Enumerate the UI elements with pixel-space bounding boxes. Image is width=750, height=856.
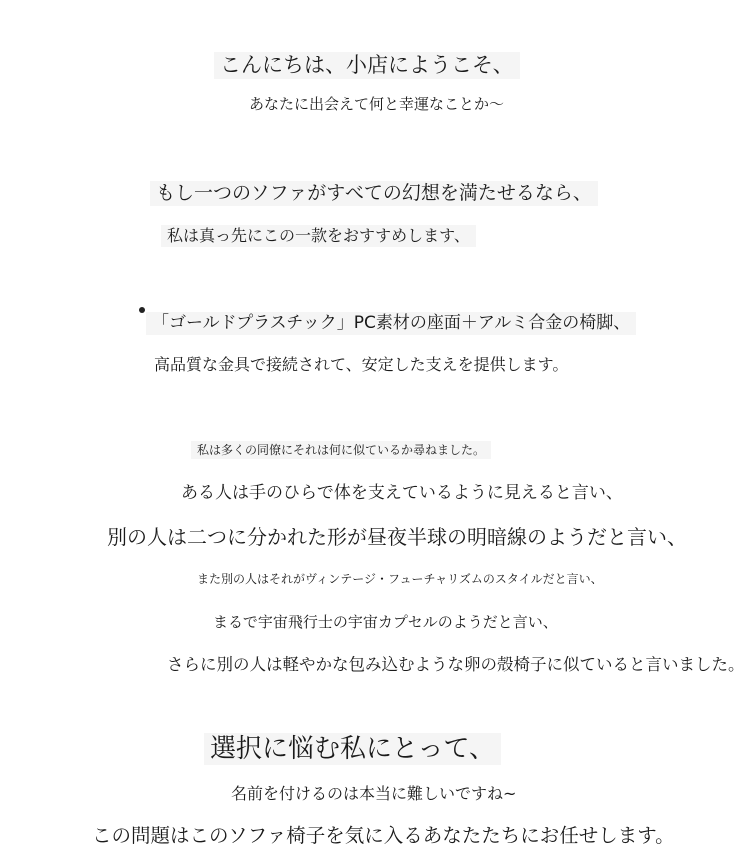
text-line-7: 私は多くの同僚にそれは何に似ているか尋ねました。 bbox=[191, 441, 491, 459]
text-line-6: 高品質な金具で接続されて、安定した支えを提供します。 bbox=[154, 355, 569, 374]
text-line-5: 「ゴールドプラスチック」PC素材の座面＋アルミ合金の椅脚、 bbox=[146, 312, 636, 335]
text-line-10: また別の人はそれがヴィンテージ・フューチャリズムのスタイルだと言い、 bbox=[197, 572, 603, 586]
text-line-3: もし一つのソファがすべての幻想を満たせるなら、 bbox=[150, 181, 598, 206]
text-line-14: 名前を付けるのは本当に難しいですね~ bbox=[231, 784, 517, 803]
bullet-dot-icon bbox=[139, 307, 145, 313]
text-line-4: 私は真っ先にこの一款をおすすめします、 bbox=[161, 225, 476, 247]
text-line-13: 選択に悩む私にとって、 bbox=[204, 733, 501, 765]
text-line-9: 別の人は二つに分かれた形が昼夜半球の明暗線のようだと言い、 bbox=[107, 525, 687, 549]
text-line-15: この問題はこのソファ椅子を気に入るあなたたちにお任せします。 bbox=[92, 824, 675, 847]
text-line-12: さらに別の人は軽やかな包み込むような卵の殻椅子に似ていると言いました。 bbox=[167, 655, 745, 674]
text-line-11: まるで宇宙飛行士の宇宙カプセルのようだと言い、 bbox=[213, 613, 558, 631]
text-line-8: ある人は手のひらで体を支えているように見えると言い、 bbox=[181, 483, 623, 503]
text-line-1: こんにちは、小店にようこそ、 bbox=[214, 52, 520, 79]
text-line-2: あなたに出会えて何と幸運なことか～ bbox=[249, 95, 505, 113]
